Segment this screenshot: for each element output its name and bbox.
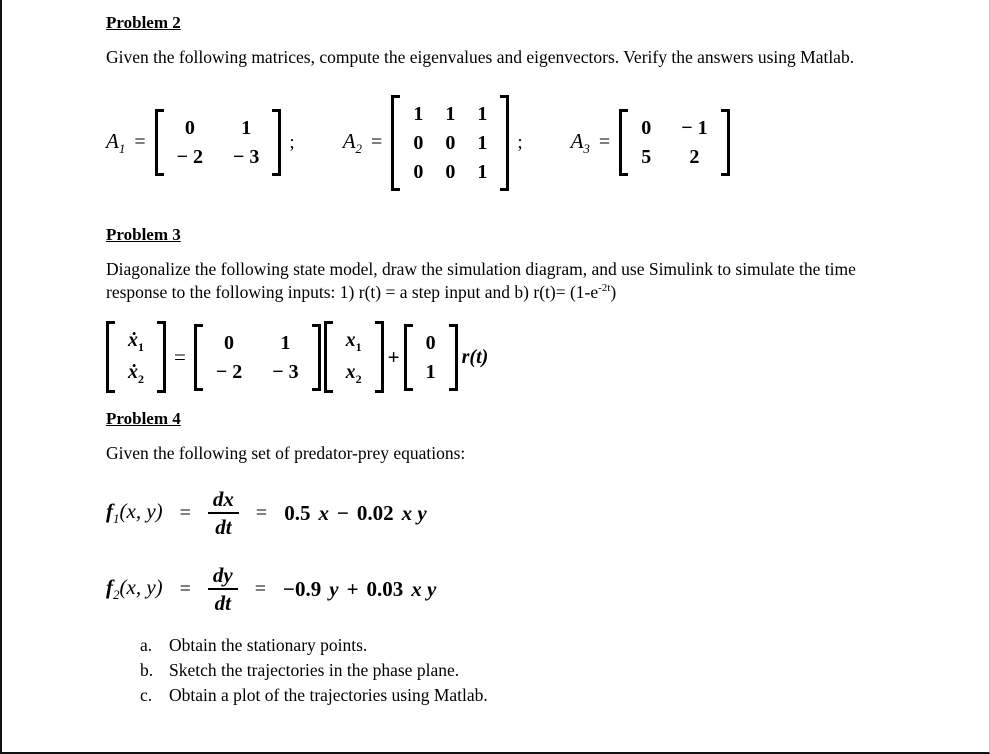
matrix-cell: − 2 — [176, 146, 204, 169]
vector-cell — [346, 359, 362, 388]
matrix-a2-cells — [400, 95, 500, 191]
state-derivative-vector — [106, 321, 166, 393]
problem4-heading: Problem 4 — [106, 409, 181, 429]
matrix-a2-subscript: 2 — [355, 140, 363, 156]
subscript: 2 — [355, 371, 362, 386]
problem4-intro: Given the following set of predator-prey equations: — [106, 443, 466, 464]
list-marker: b. — [140, 660, 154, 681]
state-vector — [324, 321, 384, 393]
operator: + — [346, 576, 359, 601]
input-vector — [404, 324, 458, 391]
matrix-a2-name: A — [342, 128, 356, 153]
equals-sign: = — [254, 577, 267, 600]
exponent-superscript: -2t — [598, 281, 611, 294]
equation-f1 — [106, 485, 965, 541]
left-bracket — [155, 109, 164, 176]
matrix-cell: − 1 — [681, 117, 708, 140]
variable: x — [345, 329, 356, 352]
vector-cells — [413, 324, 449, 391]
matrix-cell: 0 — [413, 160, 424, 183]
matrix-a3-name: A — [570, 128, 584, 153]
matrix-a3 — [619, 109, 729, 176]
problem3-body-text: Diagonalize the following state model, draw the simulation diagram, and use Simulink to simulate the time response to the following inputs: 1) r(t) = a step input and b) r(t)= (1-e — [106, 258, 856, 302]
variable: ẋ — [128, 329, 138, 352]
right-bracket — [721, 109, 730, 176]
derivative-fraction — [208, 563, 238, 615]
separator-semicolon: ; — [289, 131, 295, 153]
matrix-a2 — [391, 95, 509, 191]
matrix-cell: 1 — [280, 331, 291, 354]
matrix-cell: 2 — [689, 146, 700, 169]
list-text: Obtain a plot of the trajectories using Matlab. — [169, 684, 488, 705]
subscript: 1 — [138, 340, 144, 355]
fraction-denominator: dt — [214, 591, 231, 616]
function-subscript: 2 — [113, 587, 120, 603]
input-signal-label: r(t) — [461, 345, 489, 368]
problem4-section — [106, 409, 965, 707]
equals-sign: = — [174, 344, 186, 369]
state-space-equation — [106, 321, 965, 393]
equals-sign: = — [179, 501, 191, 524]
left-bracket — [404, 324, 413, 391]
right-bracket — [312, 324, 321, 391]
matrix-a1-group — [106, 109, 281, 176]
matrix-cell: 1 — [445, 102, 456, 125]
function-args: (x, y) — [119, 499, 163, 524]
matrix-cell: 0 — [641, 117, 652, 140]
problem2-section — [106, 13, 965, 209]
matrix-a3-subscript: 3 — [583, 140, 590, 156]
problem2-body: Given the following matrices, compute the eigenvalues and eigenvectors. Verify the answers using Matlab. — [106, 47, 855, 67]
equation-f2 — [106, 561, 965, 617]
plus-sign: + — [387, 344, 400, 369]
matrix-cell: 1 — [477, 131, 488, 154]
system-matrix — [194, 324, 321, 391]
vector-cell: 0 — [425, 331, 436, 354]
matrix-cell: 0 — [224, 331, 235, 354]
variable: x y — [411, 576, 437, 601]
list-text: Obtain the stationary points. — [169, 635, 368, 656]
matrix-cell: − 2 — [215, 360, 243, 383]
problem3-heading: Problem 3 — [106, 224, 181, 244]
equals-sign: = — [255, 501, 268, 524]
right-bracket — [500, 95, 509, 191]
matrix-a1-label — [106, 129, 125, 157]
function-label — [106, 499, 163, 527]
variable: x — [318, 500, 329, 525]
task-list — [140, 633, 965, 708]
coefficient: 0.02 — [356, 500, 394, 525]
matrix-cell: 5 — [641, 146, 652, 169]
function-subscript: 1 — [113, 511, 120, 527]
coefficient: −0.9 — [283, 576, 322, 601]
vector-cell — [128, 327, 144, 356]
list-text: Sketch the trajectories in the phase plane. — [169, 660, 460, 681]
vector-cells — [115, 321, 157, 393]
vector-cells — [333, 321, 375, 393]
function-args: (x, y) — [119, 575, 163, 600]
matrix-a1-cells — [164, 109, 273, 176]
left-bracket — [324, 321, 333, 393]
document-page — [2, 0, 989, 708]
derivative-fraction — [208, 487, 239, 539]
matrix-a2-group — [343, 95, 510, 191]
matrix-cells — [203, 324, 312, 391]
problem3-body — [106, 258, 888, 304]
function-name: f — [106, 575, 113, 600]
matrix-cell: 1 — [477, 160, 488, 183]
equals-sign: = — [179, 577, 191, 600]
equals-sign: = — [371, 131, 383, 154]
matrix-a1-subscript: 1 — [118, 140, 126, 156]
vector-cell: 1 — [425, 360, 436, 383]
right-bracket — [272, 109, 281, 176]
matrix-cell: 1 — [477, 102, 488, 125]
fraction-numerator: dx — [208, 487, 239, 514]
equals-sign: = — [598, 131, 611, 154]
variable: y — [329, 576, 339, 601]
matrix-a3-cells — [628, 109, 720, 176]
problem3-section — [106, 225, 965, 394]
left-bracket — [106, 321, 115, 393]
matrix-cell: 1 — [413, 102, 424, 125]
list-item — [140, 658, 965, 683]
left-bracket — [619, 109, 628, 176]
variable: x — [345, 360, 356, 383]
separator-semicolon: ; — [517, 131, 523, 153]
fraction-numerator: dy — [208, 563, 238, 590]
right-bracket — [375, 321, 384, 393]
list-marker: c. — [140, 684, 153, 705]
matrix-cell: 1 — [241, 117, 252, 140]
list-item — [140, 633, 965, 658]
problem2-heading: Problem 2 — [106, 13, 181, 32]
vector-cell — [128, 359, 144, 388]
function-label — [106, 575, 163, 603]
variable: ẋ — [128, 360, 138, 383]
matrix-cell: 0 — [445, 160, 456, 183]
function-name: f — [106, 499, 113, 524]
left-bracket — [194, 324, 203, 391]
matrix-cell: 0 — [413, 131, 424, 154]
right-bracket — [157, 321, 166, 393]
matrix-a1-name: A — [106, 128, 119, 153]
matrix-a1 — [155, 109, 282, 176]
matrix-cell: − 3 — [233, 146, 260, 169]
equals-sign: = — [134, 131, 146, 154]
left-bracket — [391, 95, 400, 191]
coefficient: 0.03 — [366, 576, 404, 601]
fraction-denominator: dt — [215, 515, 232, 540]
list-marker: a. — [140, 635, 153, 656]
operator: − — [336, 500, 349, 525]
problem2-matrices — [106, 77, 965, 209]
matrix-a3-group — [571, 109, 730, 176]
matrix-cell: 0 — [184, 117, 195, 140]
matrix-cell: 0 — [445, 131, 456, 154]
vector-cell — [346, 327, 362, 356]
problem3-body-tail: ) — [610, 281, 617, 302]
subscript: 1 — [355, 340, 362, 355]
variable: x y — [401, 500, 427, 525]
matrix-a3-label — [571, 129, 590, 157]
coefficient: 0.5 — [284, 500, 311, 525]
subscript: 2 — [138, 371, 144, 386]
right-bracket — [449, 324, 458, 391]
list-item — [140, 683, 965, 708]
matrix-a2-label — [343, 129, 362, 157]
matrix-cell: − 3 — [272, 360, 299, 383]
